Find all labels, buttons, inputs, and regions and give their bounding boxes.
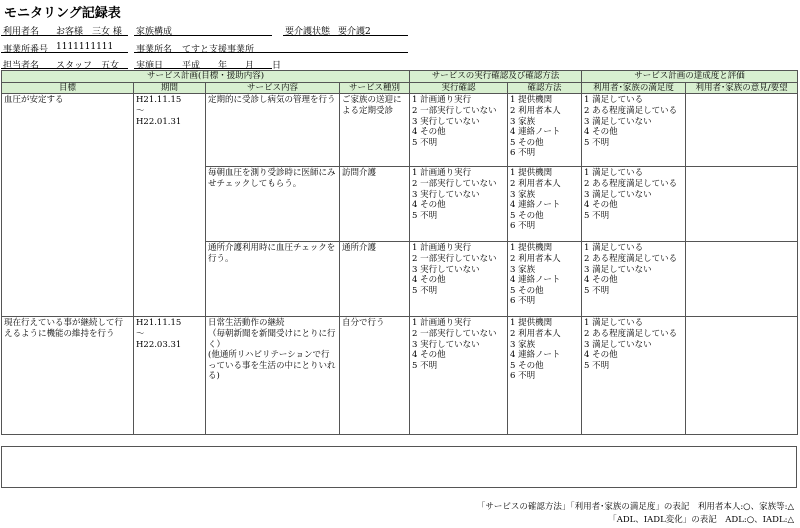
option-item: 4 その他 [412,275,446,286]
service-content-cell [206,94,340,167]
option-item: 2 ある程度満足している [584,178,678,189]
care-level-value: 要介護2 [338,27,371,37]
option-item: 2 一部実行していない [412,328,497,339]
group-header-confirm: サービスの実行確認及び確認方法 [410,71,582,83]
option-item: 6 不明 [510,148,536,159]
service-type-cell [340,242,410,317]
option-item: 2 一部実行していない [412,105,497,116]
option-item: 2 ある程度満足している [584,253,678,264]
option-item: 3 満足していない [584,339,652,350]
service-content-cell [206,242,340,317]
office-number-value: 1111111111 [56,42,114,52]
period-start: H21.11.15 [136,318,182,329]
underline [283,35,408,36]
option-item: 5 その他 [510,285,544,296]
service-content-text: 通所介護利用時に血圧チェックを行う。 [208,243,336,264]
date-label: 実施日 [136,61,164,71]
option-item: 1 満足している [584,243,644,254]
group-header-eval: サービス計画の達成度と評価 [582,71,798,83]
goal-text: 血圧が安定する [4,95,64,106]
option-item: 2 一部実行していない [412,178,497,189]
option-item: 2 利用者本人 [510,253,561,264]
satisfaction-options-cell [582,242,686,317]
opinion-cell [686,317,798,435]
option-item: 4 その他 [584,200,618,211]
column-header-period: 期間 [134,82,206,94]
underline [1,52,128,53]
service-type-cell [340,167,410,242]
option-item: 4 その他 [412,200,446,211]
service-type-text: 通所介護 [342,243,377,254]
staff-label: 担当者名 [3,61,40,71]
exec-options-cell [410,94,508,167]
option-item: 4 連絡ノート [510,200,561,211]
method-options-cell [508,94,582,167]
option-item: 4 その他 [412,127,446,138]
option-item: 1 計画通り実行 [412,168,472,179]
notes-box [1,446,797,488]
method-options-cell [508,242,582,317]
service-type-cell [340,317,410,435]
option-item: 4 その他 [412,350,446,361]
family-label: 家族構成 [136,27,173,37]
option-item: 5 不明 [584,285,610,296]
option-item: 5 不明 [584,137,610,148]
footer-legend-confirm: 「サービスの確認方法」「利用者･家族の満足度」の表記 利用者本人:○、家族等:△ [476,502,794,512]
option-item: 3 実行していない [412,264,480,275]
exec-options-cell [410,167,508,242]
option-item: 1 満足している [584,168,644,179]
option-item: 3 家族 [510,339,536,350]
period-sep: ～ [136,105,145,116]
option-item: 3 満足していない [584,116,652,127]
goal-text: 現在行えている事が継続して行えるように機能の維持を行う [4,318,124,339]
service-type-text: 訪問介護 [342,168,377,179]
service-content-text: 毎朝血圧を測り受診時に医師にみせチェックしてもらう。 [208,168,336,189]
option-item: 4 その他 [584,127,618,138]
service-type-text: ご家族の送迎による定期受診 [342,95,402,116]
option-item: 5 不明 [412,360,438,371]
column-header-type: サービス種別 [340,82,410,94]
option-item: 6 不明 [510,296,536,307]
period-cell [134,317,206,435]
option-item: 2 ある程度満足している [584,105,678,116]
office-name-value: てすと支援事業所 [182,45,255,55]
option-item: 3 家族 [510,189,536,200]
exec-options-cell [410,242,508,317]
period-sep: ～ [136,328,145,339]
user-value: お客様 三女 様 [56,27,122,37]
option-item: 1 満足している [584,318,644,329]
column-header-content: サービス内容 [206,82,340,94]
option-item: 3 実行していない [412,189,480,200]
staff-value: スタッフ 五女 [56,61,120,71]
option-item: 6 不明 [510,221,536,232]
table-row [2,317,798,435]
underline [1,35,128,36]
option-item: 1 提供機関 [510,318,553,329]
option-item: 1 提供機関 [510,243,553,254]
option-item: 5 不明 [584,360,610,371]
option-item: 1 提供機関 [510,168,553,179]
opinion-cell [686,242,798,317]
goal-cell [2,317,134,435]
option-item: 1 提供機関 [510,95,553,106]
exec-options-cell [410,317,508,435]
option-item: 2 利用者本人 [510,178,561,189]
option-item: 5 不明 [412,285,438,296]
option-item: 5 その他 [510,360,544,371]
option-item: 4 連絡ノート [510,350,561,361]
option-item: 3 家族 [510,116,536,127]
period-end: H22.01.31 [136,116,182,127]
option-item: 5 不明 [584,210,610,221]
satisfaction-options-cell [582,317,686,435]
method-options-cell [508,167,582,242]
service-content-cell [206,317,340,435]
opinion-cell [686,167,798,242]
option-item: 2 利用者本人 [510,105,561,116]
column-header-exec: 実行確認 [410,82,508,94]
column-header-goal: 目標 [2,82,134,94]
period-start: H21.11.15 [136,95,182,106]
underline [134,35,272,36]
underline [1,68,128,69]
care-level-label: 要介護状態 [285,27,331,37]
user-label: 利用者名 [3,27,40,37]
option-item: 4 その他 [584,275,618,286]
office-number-label: 事業所番号 [3,45,49,55]
option-item: 3 実行していない [412,116,480,127]
option-item: 3 家族 [510,264,536,275]
goal-cell [2,94,134,317]
option-item: 4 連絡ノート [510,275,561,286]
option-item: 3 満足していない [584,189,652,200]
group-header-plan: サービス計画(目標・援助内容) [2,71,410,83]
option-item: 4 その他 [584,350,618,361]
service-type-text: 自分で行う [342,318,385,329]
method-options-cell [508,317,582,435]
service-content-text: 日常生活動作の継続 （毎朝新聞を新聞受けにとりに行く） (他通所リハビリテーションで行っている事を生活の中にとりいれる) [208,318,336,382]
underline [134,52,408,53]
opinion-cell [686,94,798,167]
option-item: 1 満足している [584,95,644,106]
option-item: 4 連絡ノート [510,127,561,138]
option-item: 6 不明 [510,371,536,382]
option-item: 1 計画通り実行 [412,243,472,254]
monitoring-table [1,70,798,435]
option-item: 1 計画通り実行 [412,318,472,329]
option-item: 2 ある程度満足している [584,328,678,339]
page-title: モニタリング記録表 [4,6,121,21]
office-name-label: 事業所名 [136,45,173,55]
option-item: 5 その他 [510,137,544,148]
footer-legend-adl: 「ADL、IADL変化」の表記 ADL:○、IADL:△ [608,515,794,525]
date-value: 平成 年 月 日 [182,61,282,71]
option-item: 5 その他 [510,210,544,221]
service-content-cell [206,167,340,242]
option-item: 5 不明 [412,137,438,148]
table-row [2,94,798,167]
period-end: H22.03.31 [136,339,182,350]
underline [134,68,272,69]
option-item: 1 計画通り実行 [412,95,472,106]
option-item: 3 実行していない [412,339,480,350]
satisfaction-options-cell [582,94,686,167]
option-item: 2 利用者本人 [510,328,561,339]
service-type-cell [340,94,410,167]
service-content-text: 定期的に受診し病気の管理を行う [208,95,336,106]
column-header-satisfaction: 利用者･家族の満足度 [582,82,686,94]
period-cell [134,94,206,317]
column-header-method: 確認方法 [508,82,582,94]
satisfaction-options-cell [582,167,686,242]
column-header-opinion: 利用者･家族の意見/要望 [686,82,798,94]
option-item: 2 一部実行していない [412,253,497,264]
option-item: 5 不明 [412,210,438,221]
option-item: 3 満足していない [584,264,652,275]
